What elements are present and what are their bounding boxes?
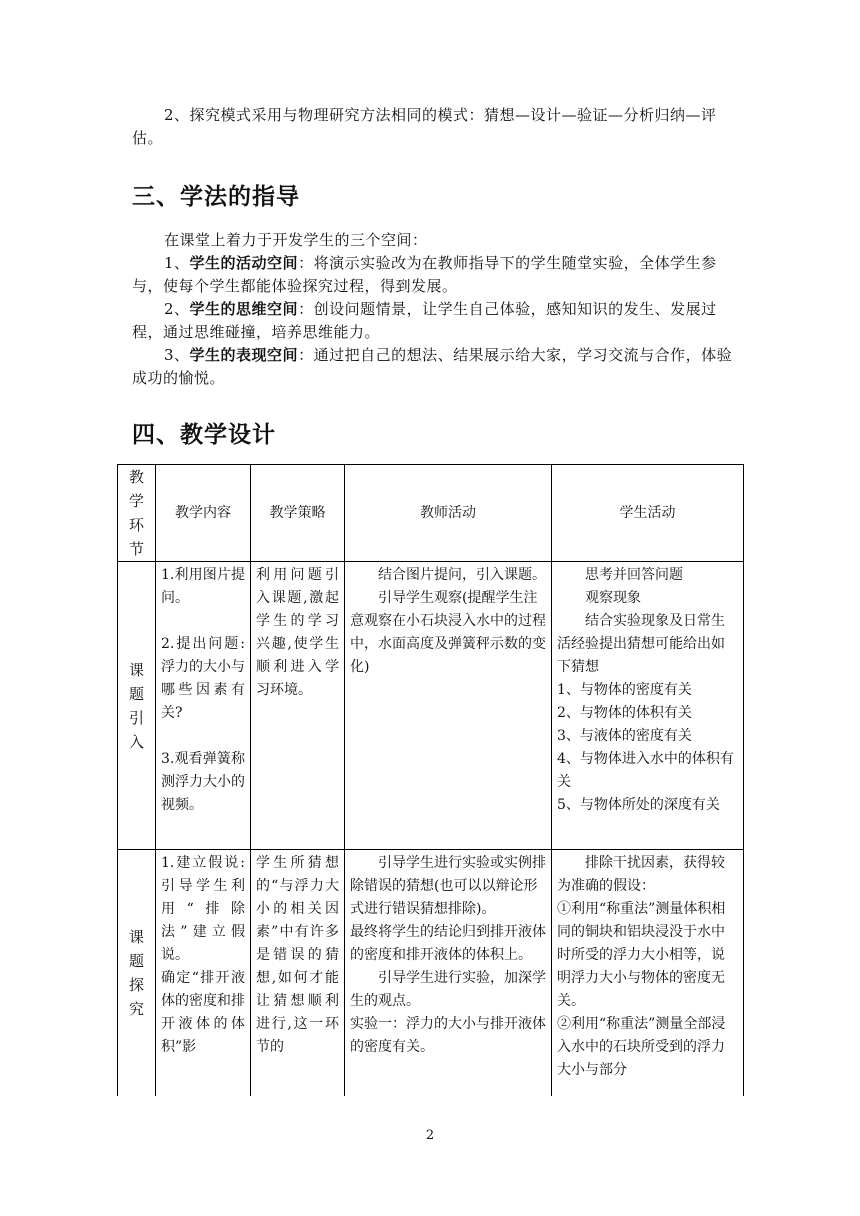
item-bold-title: 学生的表现空间 (189, 346, 299, 364)
guess-item: 5、与物体所处的深度有关 (557, 797, 720, 813)
intro-paragraph: 2、探究模式采用与物理研究方法相同的模式：猜想—设计—验证—分析归纳—评估。 (132, 106, 717, 147)
student-cell (552, 850, 744, 1097)
strategy-cell (251, 562, 345, 850)
item-prefix: 2、 (164, 300, 190, 318)
content-item: 1.利用图片提问。 (161, 567, 245, 606)
guess-item: 2、与物体的体积有关 (557, 705, 692, 721)
teaching-design-table (117, 464, 744, 1096)
section4-heading: 四、教学设计 (132, 422, 276, 448)
item-bold-title: 学生的思维空间 (189, 300, 299, 318)
item-text: ：将演示实验改为在教师指导下的学生随堂实验，全体学生参与，使每个学生都能体验探究过程，得到发展。 (132, 254, 717, 295)
section3-item-3 (132, 344, 742, 390)
teacher-cell (345, 562, 552, 850)
guess-item: 3、与液体的密度有关 (557, 728, 692, 744)
teacher-cell (345, 850, 552, 1097)
header-stage: 教学环节 (118, 465, 156, 562)
teacher-activity: 引导学生观察(提醒学生注意观察在小石块浸入水中的过程中，水面高度及弹簧秤示数的变化) (350, 590, 546, 675)
content-item: 1.建立假说:引导学生利用“排除法”建立假说。 (161, 855, 245, 963)
header-strategy: 教学策略 (251, 465, 345, 562)
student-activity: 结合实验现象及日常生活经验提出猜想可能给出如下猜想 (557, 613, 725, 675)
teacher-activity: 结合图片提问，引入课题。 (378, 567, 546, 583)
strategy-text: 利用问题引入课题,激起学生的学习兴趣,使学生顺利进入学习环境。 (256, 567, 339, 698)
stage-cell: 课题引入 (118, 562, 156, 850)
section3-heading: 三、学法的指导 (132, 184, 300, 210)
teacher-activity: 引导学生进行实验，加深学生的观点。 (350, 970, 546, 1009)
header-content: 教学内容 (156, 465, 251, 562)
header-student: 学生活动 (552, 465, 744, 562)
guess-item: 4、与物体进入水中的体积有关 (557, 751, 734, 790)
section3-lead: 在课堂上着力于开发学生的三个空间： (164, 231, 428, 249)
item-prefix: 3、 (164, 346, 190, 364)
student-cell (552, 562, 744, 850)
stage-cell: 课题探究 (118, 850, 156, 1097)
table-header-row (118, 465, 744, 562)
item-text: ：通过把自己的想法、结果展示给大家，学习交流与合作，体验成功的愉悦。 (132, 346, 733, 387)
item-bold-title: 学生的活动空间 (189, 254, 299, 272)
table-row (118, 850, 744, 1097)
page-number: 2 (425, 1128, 435, 1143)
item-prefix: 1、 (164, 254, 190, 272)
content-item: 3.观看弹簧称测浮力大小的视频。 (161, 751, 245, 813)
teacher-activity: 最终将学生的结论归到排开液体的密度和排开液体的体积上。 (350, 924, 546, 963)
item-text: ：创设问题情景，让学生自己体验，感知知识的发生、发展过程，通过思维碰撞，培养思维能力。 (132, 300, 717, 341)
content-cell (156, 562, 251, 850)
section3-item-1 (132, 252, 742, 298)
section3-item-2 (132, 298, 742, 344)
teacher-activity: 实验一：浮力的大小与排开液体的密度有关。 (350, 1016, 546, 1055)
content-cell (156, 850, 251, 1097)
student-activity: 思考并回答问题 (585, 567, 683, 583)
strategy-cell (251, 850, 345, 1097)
student-activity: 观察现象 (585, 590, 641, 606)
strategy-text: 学生所猜想的“与浮力大小的相关因素”中有许多是错误的猜想,如何才能让猜想顺利进行,这一环节的 (256, 855, 339, 1055)
header-teacher: 教师活动 (345, 465, 552, 562)
guess-item: 1、与物体的密度有关 (557, 682, 692, 698)
student-activity: 排除干扰因素，获得较为准确的假设： (557, 855, 725, 894)
student-activity: ①利用“称重法”测量体积相同的铜块和铝块浸没于水中时所受的浮力大小相等，说明浮力大小与物体的密度无关。 (557, 901, 726, 1009)
teacher-activity: 引导学生进行实验或实例排除错误的猜想(也可以以辩论形式进行错误猜想排除)。 (350, 855, 546, 917)
content-item: 确定“排开液体的密度和排开液体的体积”影 (161, 970, 245, 1055)
table-row (118, 562, 744, 850)
content-item: 2.提出问题:浮力的大小与哪些因素有关? (161, 636, 245, 721)
student-activity: ②利用“称重法”测量全部浸入水中的石块所受到的浮力大小与部分 (557, 1016, 726, 1078)
